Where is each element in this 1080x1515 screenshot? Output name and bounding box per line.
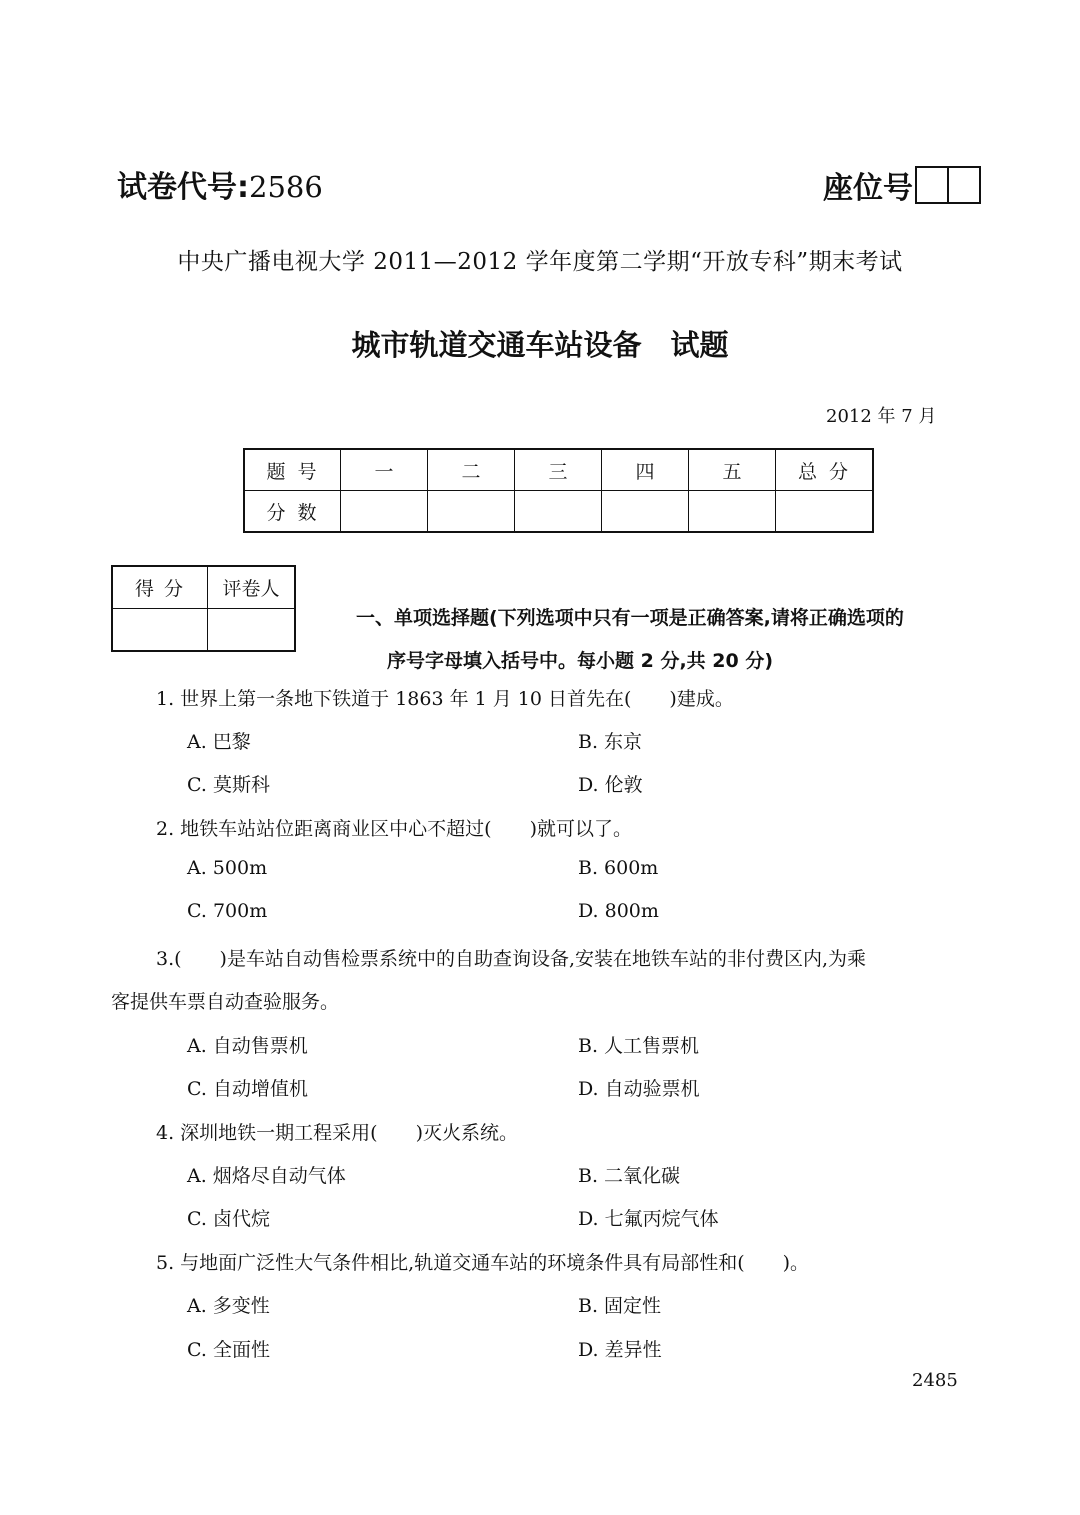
grader-name-label: 评卷人 <box>208 566 296 609</box>
grader-box <box>111 565 296 652</box>
option: A. 烟烙尽自动气体 <box>187 1165 346 1187</box>
score-table-col: 五 <box>689 449 776 491</box>
section-title-line2: 序号字母填入括号中。每小题 2 分,共 20 分) <box>387 650 774 672</box>
score-table <box>243 448 874 533</box>
score-table-col: 三 <box>515 449 602 491</box>
option: A. 自动售票机 <box>187 1035 308 1057</box>
option: C. 自动增值机 <box>187 1078 308 1100</box>
option: B. 600m <box>578 857 659 879</box>
course-title: 城市轨道交通车站设备 试题 <box>351 328 729 362</box>
score-table-score-label: 分数 <box>244 491 341 533</box>
score-cell[interactable] <box>428 491 515 533</box>
paper-code-label: 试卷代号: <box>117 170 249 205</box>
option: B. 东京 <box>578 731 643 753</box>
option: B. 固定性 <box>578 1295 662 1317</box>
score-table-header-row <box>244 449 873 491</box>
grader-score-cell[interactable] <box>112 609 208 652</box>
question-5-stem: 5. 与地面广泛性大气条件相比,轨道交通车站的环境条件具有局部性和( )。 <box>156 1252 810 1274</box>
score-table-col: 四 <box>602 449 689 491</box>
question-2-stem: 2. 地铁车站站位距离商业区中心不超过( )就可以了。 <box>156 818 632 840</box>
paper-code-number: 2586 <box>249 170 323 204</box>
exam-date: 2012 年 7 月 <box>826 406 937 427</box>
option: B. 二氧化碳 <box>578 1165 681 1187</box>
seat-number-boxes <box>915 166 981 204</box>
option: C. 莫斯科 <box>187 774 270 796</box>
score-table-col-total: 总分 <box>776 449 874 491</box>
option: A. 巴黎 <box>187 731 251 753</box>
option: C. 卤代烷 <box>187 1208 270 1230</box>
score-cell[interactable] <box>602 491 689 533</box>
option: D. 差异性 <box>578 1339 662 1361</box>
score-cell[interactable] <box>515 491 602 533</box>
section-title <box>356 597 904 683</box>
question-1-stem: 1. 世界上第一条地下铁道于 1863 年 1 月 10 日首先在( )建成。 <box>156 688 734 710</box>
option: C. 全面性 <box>187 1339 270 1361</box>
score-cell[interactable] <box>776 491 874 533</box>
option: C. 700m <box>187 900 268 922</box>
grader-name-cell[interactable] <box>208 609 296 652</box>
page-number: 2485 <box>912 1370 958 1391</box>
paper-code <box>117 162 323 206</box>
option: D. 七氟丙烷气体 <box>578 1208 719 1230</box>
question-3-stem: 3.( )是车站自动售检票系统中的自助查询设备,安装在地铁车站的非付费区内,为乘 <box>156 948 867 970</box>
score-cell[interactable] <box>689 491 776 533</box>
score-table-col: 一 <box>341 449 428 491</box>
grader-score-label: 得分 <box>112 566 208 609</box>
score-table-col: 二 <box>428 449 515 491</box>
option: B. 人工售票机 <box>578 1035 700 1057</box>
section-title-line1: 一、单项选择题(下列选项中只有一项是正确答案,请将正确选项的 <box>356 607 904 629</box>
option: D. 800m <box>578 900 659 922</box>
option: A. 多变性 <box>187 1295 270 1317</box>
seat-number-label: 座位号 <box>823 171 913 206</box>
question-4-stem: 4. 深圳地铁一期工程采用( )灭火系统。 <box>156 1122 518 1144</box>
score-table-row-header: 题号 <box>244 449 341 491</box>
exam-line: 中央广播电视大学 2011—2012 学年度第二学期“开放专科”期末考试 <box>177 249 903 275</box>
option: D. 自动验票机 <box>578 1078 700 1100</box>
score-cell[interactable] <box>341 491 428 533</box>
question-3-stem-cont: 客提供车票自动查验服务。 <box>111 991 340 1013</box>
option: D. 伦敦 <box>578 774 643 796</box>
score-table-score-row <box>244 491 873 533</box>
option: A. 500m <box>187 857 268 879</box>
seat-number <box>823 163 981 207</box>
